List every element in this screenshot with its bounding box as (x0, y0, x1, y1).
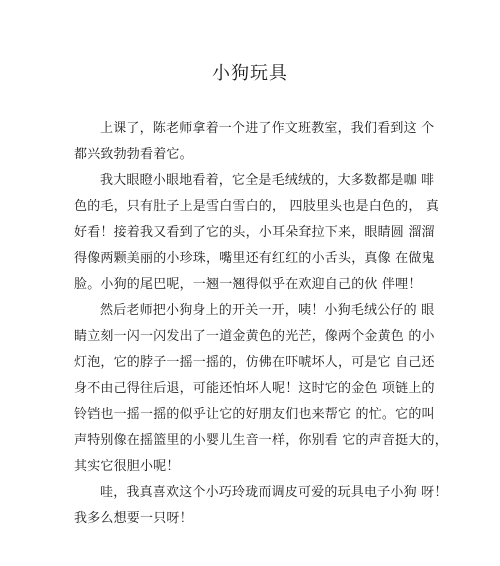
paragraph-line: 声特别像在摇篮里的小婴儿生音一样，你别看 它的声音挺大的， (74, 433, 448, 448)
paragraph-line: 得像两颗美丽的小珍珠，嘴里还有红红的小舌头，真像 在做鬼 (74, 251, 435, 266)
paragraph-line: 铃铛也一摇一摇的似乎让它的好朋友们也来帮它 的忙。它的叫 (74, 407, 435, 422)
paragraph-line: 其实它很胆小呢！ (74, 459, 180, 474)
paragraph-line: 脸。小狗的尾巴呢，一翘一翘得似乎在欢迎自己的伙 伴哩！ (74, 277, 422, 292)
paragraph-line: 哇，我真喜欢这个小巧玲珑而调皮可爱的玩具电子小狗 呀！ (100, 485, 448, 500)
paragraph-line: 我多么想要一只呀！ (74, 511, 193, 526)
paragraph-line: 灯泡，它的脖子一摇一摇的，仿佛在吓唬坏人，可是它 自己还 (74, 355, 435, 370)
paragraph-line: 我大眼瞪小眼地看着，它全是毛绒绒的，大多数都是咖 啡 (100, 173, 435, 188)
paragraph-line: 色的毛，只有肚子上是雪白雪白的， 四肢里头也是白色的， 真 (74, 199, 440, 214)
document-title: 小狗玩具 (212, 63, 288, 84)
paragraph-line: 都兴致勃勃看着它。 (74, 147, 193, 162)
paragraph-line: 好看！接着我又看到了它的头，小耳朵耷拉下来，眼睛圆 溜溜 (74, 225, 435, 240)
paragraph-line: 然后老师把小狗身上的开关一开，咦！小狗毛绒公仔的 眼 (100, 303, 435, 318)
paragraph-line: 上课了，陈老师拿着一个进了作文班教室，我们看到这 个 (100, 121, 435, 136)
paragraph-line: 睛立刻一闪一闪发出了一道金黄色的光芒，像两个金黄色 的小 (74, 329, 435, 344)
paragraph-line: 身不由己得往后退，可能还怕坏人呢！这时它的金色 项链上的 (74, 381, 435, 396)
